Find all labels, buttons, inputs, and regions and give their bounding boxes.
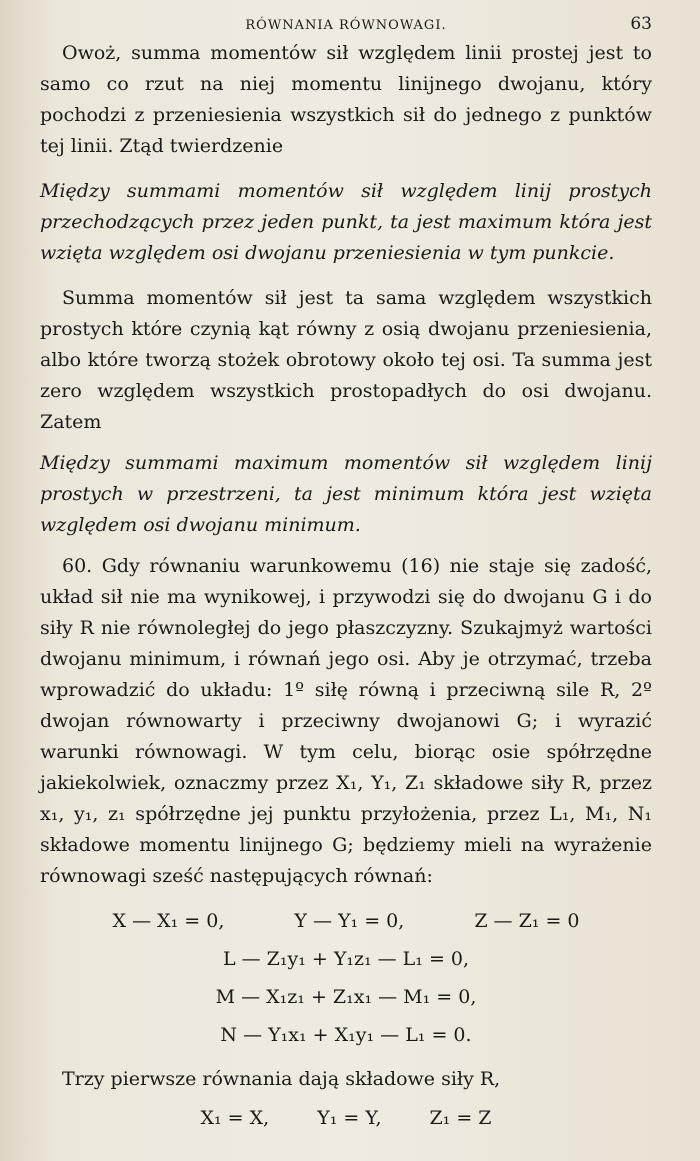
paragraph-section-60: 60. Gdy równaniu warunkowemu (16) nie staje się zadość, układ sił nie ma wynikowej, i przywodzi się do dwojanu G i do siły R nie równoległej do jego płaszczyzny. Szukajmyż wartości dwojanu minimum, i równań jego osi. Aby je otrzymać, trzeba wprowadzić do układu: 1º siłę równą i przeciwną sile R, 2º dwojan równowarty i przeciwny dwojanowi G; i wyrazić warunki równowagi. W tym celu, biorąc osie spółrzędne jakiekolwiek, oznaczmy przez X₁, Y₁, Z₁ składowe siły R, przez x₁, y₁, z₁ spółrzędne jej punktu przyłożenia, przez L₁, M₁, N₁ składowe momentu linijnego G; będziemy mieli na wyrażenie równowagi sześć następujących równań:: [40, 555, 652, 887]
equation-result-y: Y₁ = Y,: [317, 1107, 382, 1129]
paragraph-first-three-equations: Trzy pierwsze równania dają składowe siły R,: [62, 1068, 501, 1090]
theorem-minimum: Między summami maximum momentów sił względem linij prostych w przestrzeni, ta jest minimum która jest wzięta względem osi dwojanu minimum.: [40, 452, 652, 536]
equation-y: Y — Y₁ = 0,: [294, 910, 405, 932]
equation-z: Z — Z₁ = 0: [474, 910, 580, 932]
equation-row-forces: [40, 906, 652, 936]
running-head: [40, 12, 652, 38]
paragraph-cone-of-rotation: Summa momentów sił jest ta sama względem wszystkich prostych które czynią kąt równy z osią dwojanu przeniesienia, albo które tworzą stożek obrotowy około tej osi. Ta summa jest zero względem wszystkich prostopadłych do osi dwojanu. Zatem: [40, 287, 652, 433]
equation-n: N — Y₁x₁ + X₁y₁ — L₁ = 0.: [220, 1024, 472, 1046]
running-title: RÓWNANIA RÓWNOWAGI.: [245, 18, 447, 33]
equation-x: X — X₁ = 0,: [112, 910, 225, 932]
equation-l: L — Z₁y₁ + Y₁z₁ — L₁ = 0,: [222, 948, 470, 970]
equation-row-result: [40, 1103, 652, 1133]
paragraph-sum-of-moments: Owoż, summa momentów sił względem linii prostej jest to samo co rzut na niej momentu linijnego dwojanu, który pochodzi z przeniesienia wszystkich sił do jednego z punktów tej linii. Ztąd twierdzenie: [40, 42, 652, 157]
equation-result-x: X₁ = X,: [200, 1107, 270, 1129]
equation-result-z: Z₁ = Z: [429, 1107, 492, 1129]
equation-block: [40, 906, 652, 1050]
equation-m: M — X₁z₁ + Z₁x₁ — M₁ = 0,: [215, 986, 477, 1008]
page-number: 63: [630, 14, 652, 34]
theorem-maximum: Między summami momentów sił względem linij prostych przechodzących przez jeden punkt, ta jest maximum która jest wzięta względem osi dwojanu przeniesienia w tym punkcie.: [40, 180, 652, 264]
